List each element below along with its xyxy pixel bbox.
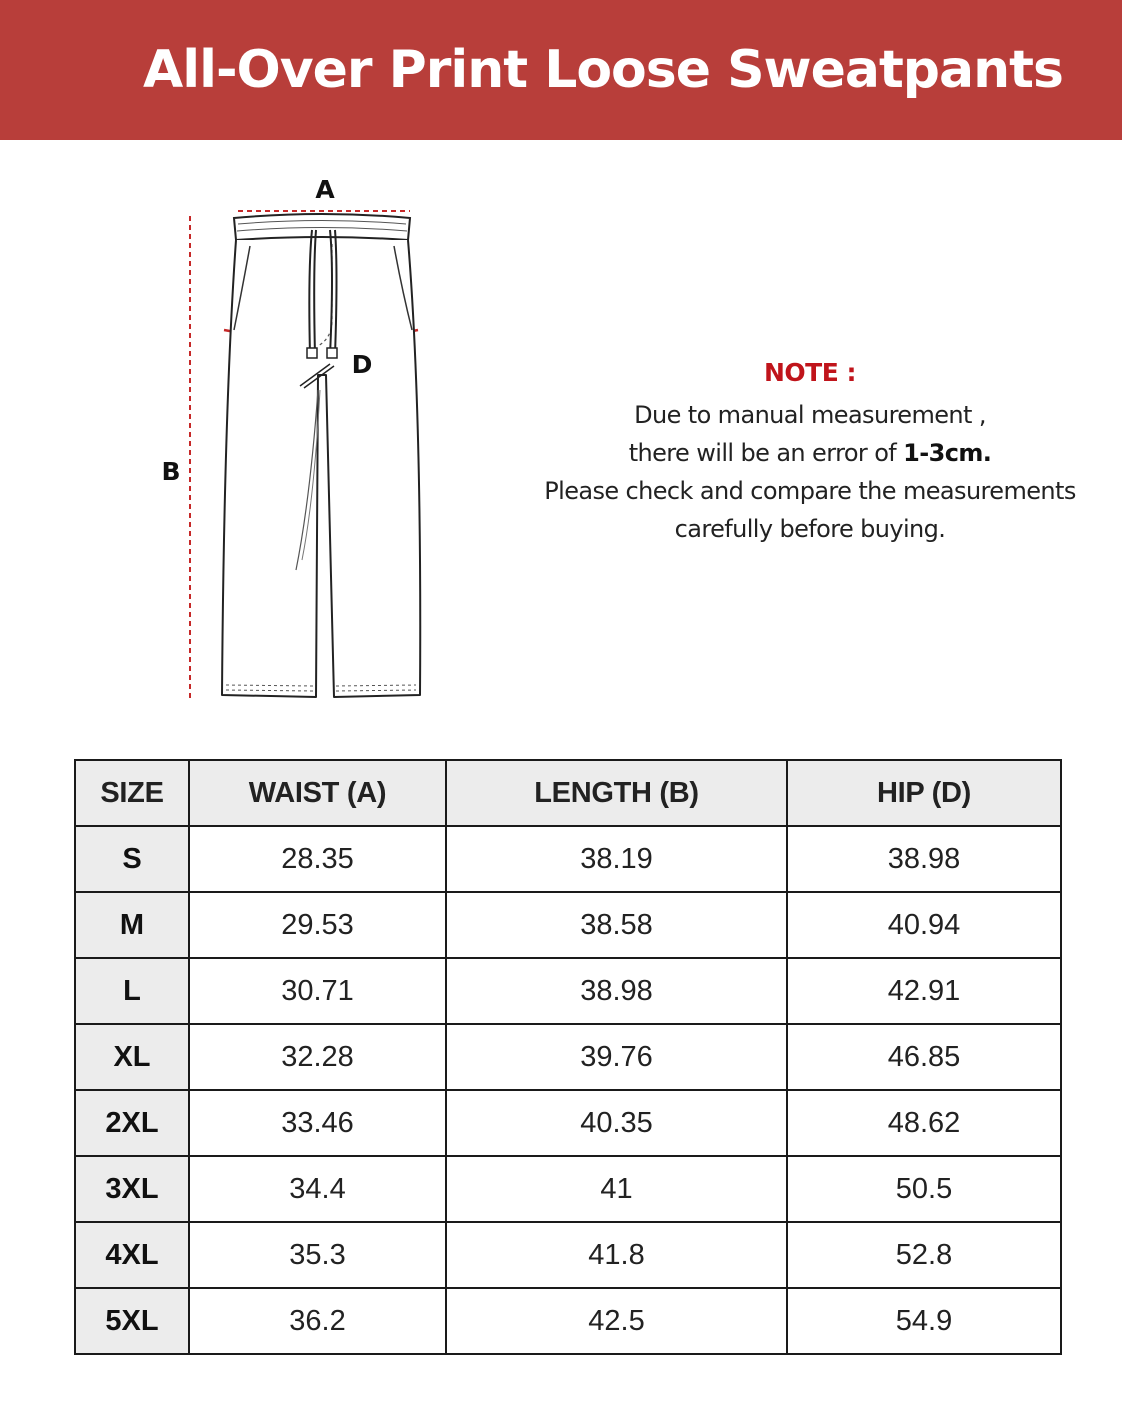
note-line-2-prefix: there will be an error of xyxy=(628,439,904,467)
note-line-3: Please check and compare the measurements xyxy=(544,477,1076,505)
cell-size: 3XL xyxy=(75,1156,189,1222)
table-row xyxy=(75,958,1061,1024)
measurement-note xyxy=(540,358,1080,548)
table-row xyxy=(75,1090,1061,1156)
size-chart-table xyxy=(74,759,1062,1355)
cell-length: 38.58 xyxy=(446,892,787,958)
cell-hip: 48.62 xyxy=(787,1090,1061,1156)
header-banner xyxy=(0,0,1122,140)
note-line-1: Due to manual measurement , xyxy=(634,401,986,429)
cell-length: 42.5 xyxy=(446,1288,787,1354)
table-header-row xyxy=(75,760,1061,826)
cell-waist: 33.46 xyxy=(189,1090,446,1156)
cell-size: XL xyxy=(75,1024,189,1090)
header-waist: WAIST (A) xyxy=(189,760,446,826)
cell-hip: 52.8 xyxy=(787,1222,1061,1288)
cell-waist: 36.2 xyxy=(189,1288,446,1354)
cell-waist: 34.4 xyxy=(189,1156,446,1222)
table-row xyxy=(75,1024,1061,1090)
cell-waist: 35.3 xyxy=(189,1222,446,1288)
cell-hip: 38.98 xyxy=(787,826,1061,892)
cell-waist: 29.53 xyxy=(189,892,446,958)
cell-size: M xyxy=(75,892,189,958)
cell-length: 40.35 xyxy=(446,1090,787,1156)
note-line-4: carefully before buying. xyxy=(674,515,946,543)
header-size: SIZE xyxy=(75,760,189,826)
table-row xyxy=(75,1156,1061,1222)
cell-waist: 30.71 xyxy=(189,958,446,1024)
header-length: LENGTH (B) xyxy=(446,760,787,826)
cell-length: 41.8 xyxy=(446,1222,787,1288)
cell-hip: 42.91 xyxy=(787,958,1061,1024)
table-row xyxy=(75,1288,1061,1354)
header-hip: HIP (D) xyxy=(787,760,1061,826)
label-a: A xyxy=(315,175,335,204)
note-error-range: 1-3cm. xyxy=(903,439,992,467)
label-b: B xyxy=(161,457,181,486)
cell-length: 38.19 xyxy=(446,826,787,892)
pants-outline xyxy=(222,240,420,697)
cell-hip: 40.94 xyxy=(787,892,1061,958)
table-row xyxy=(75,1222,1061,1288)
cell-size: S xyxy=(75,826,189,892)
cell-length: 39.76 xyxy=(446,1024,787,1090)
sweatpants-illustration xyxy=(150,160,450,720)
cell-length: 38.98 xyxy=(446,958,787,1024)
note-title: NOTE : xyxy=(763,358,856,387)
sweatpants-diagram xyxy=(150,160,450,720)
cell-size: 4XL xyxy=(75,1222,189,1288)
page-title: All-Over Print Loose Sweatpants xyxy=(143,40,1063,100)
cell-size: 2XL xyxy=(75,1090,189,1156)
note-line-2 xyxy=(540,434,1080,472)
cell-size: 5XL xyxy=(75,1288,189,1354)
cell-size: L xyxy=(75,958,189,1024)
cell-hip: 46.85 xyxy=(787,1024,1061,1090)
label-d: D xyxy=(351,350,373,379)
cell-hip: 54.9 xyxy=(787,1288,1061,1354)
table-row xyxy=(75,892,1061,958)
cell-length: 41 xyxy=(446,1156,787,1222)
cell-hip: 50.5 xyxy=(787,1156,1061,1222)
cell-waist: 28.35 xyxy=(189,826,446,892)
cell-waist: 32.28 xyxy=(189,1024,446,1090)
table-row xyxy=(75,826,1061,892)
